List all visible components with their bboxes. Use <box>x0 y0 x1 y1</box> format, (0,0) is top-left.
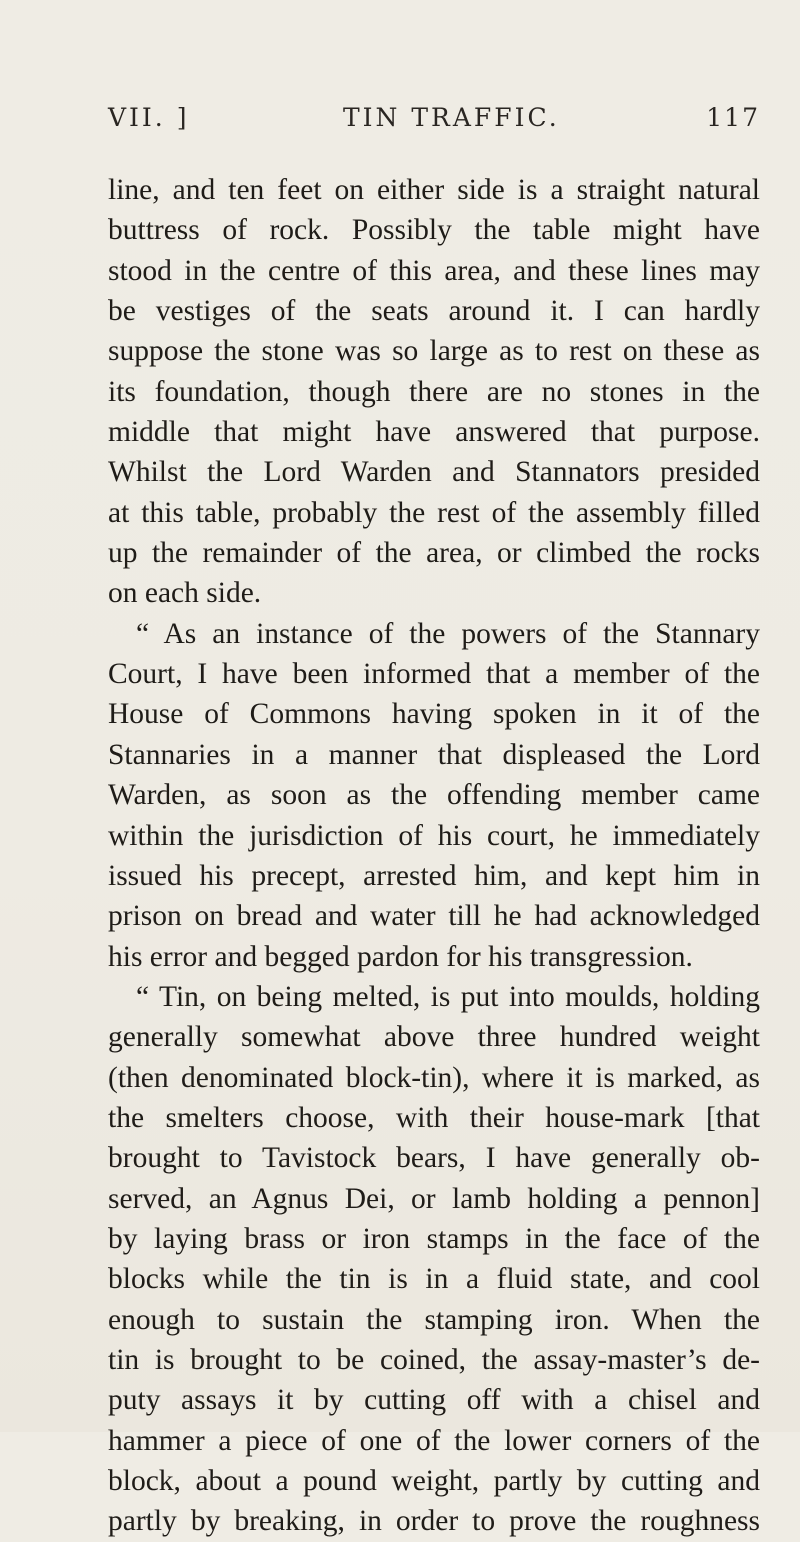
text-line: partly by breaking, in order to prove the roughness <box>108 1505 760 1538</box>
text-line: within the jurisdiction of his court, he immediately <box>108 819 760 852</box>
text-line: Warden, as soon as the offending member came <box>108 779 760 812</box>
chapter-number: VII. ] <box>108 103 190 132</box>
text-line: issued his precept, arrested him, and kept him in <box>108 859 760 892</box>
text-line: enough to sustain the stamping iron. When the <box>108 1303 760 1336</box>
text-line: by laying brass or iron stamps in the face of the <box>108 1222 760 1255</box>
text-line: at this table, probably the rest of the assembly filled <box>108 496 760 529</box>
text-line: puty assays it by cutting off with a chisel and <box>108 1384 760 1417</box>
text-line: up the remainder of the area, or climbed the rocks <box>108 537 760 570</box>
text-line: Stannaries in a manner that displeased the Lord <box>108 738 760 771</box>
text-line: Whilst the Lord Warden and Stannators presided <box>108 456 760 489</box>
text-line: line, and ten feet on either side is a straight natural <box>108 174 760 206</box>
text-line: Court, I have been informed that a member of the <box>108 658 760 691</box>
text-line: stood in the centre of this area, and these lines may <box>108 254 760 287</box>
text-line: its foundation, though there are no stones in the <box>108 375 760 408</box>
text-line: hammer a piece of one of the lower corners of the <box>108 1424 760 1457</box>
running-title: TIN TRAFFIC. <box>343 103 560 132</box>
text-line: (then denominated block-tin), where it is marked, as <box>108 1061 760 1094</box>
page-number: 117 <box>706 103 760 132</box>
text-line: suppose the stone was so large as to rest on these as <box>108 335 760 368</box>
text-line: on each side. <box>108 577 262 610</box>
text-line: the smelters choose, with their house-mark [that <box>108 1101 760 1134</box>
text-line: his error and begged pardon for his transgression. <box>108 940 693 973</box>
text-line: block, about a pound weight, partly by cutting and <box>108 1465 760 1497</box>
text-line: “ Tin, on being melted, is put into moulds, holding <box>136 980 760 1013</box>
text-line: blocks while the tin is in a fluid state, and cool <box>108 1263 760 1296</box>
text-line: brought to Tavistock bears, I have generally ob- <box>108 1142 760 1175</box>
text-line: middle that might have answered that purpose. <box>108 416 760 449</box>
text-line: be vestiges of the seats around it. I can hardly <box>108 295 760 328</box>
text-line: House of Commons having spoken in it of the <box>108 698 760 731</box>
text-line: tin is brought to be coined, the assay-master’s de- <box>108 1343 760 1376</box>
running-header <box>108 103 760 131</box>
body-text <box>108 170 760 1542</box>
text-line: served, an Agnus Dei, or lamb holding a pennon] <box>108 1182 760 1215</box>
text-line: buttress of rock. Possibly the table might have <box>108 214 760 247</box>
text-line: prison on bread and water till he had acknowledged <box>108 900 760 933</box>
text-line: “ As an instance of the powers of the Stannary <box>136 617 760 650</box>
text-line: generally somewhat above three hundred weight <box>108 1021 760 1054</box>
